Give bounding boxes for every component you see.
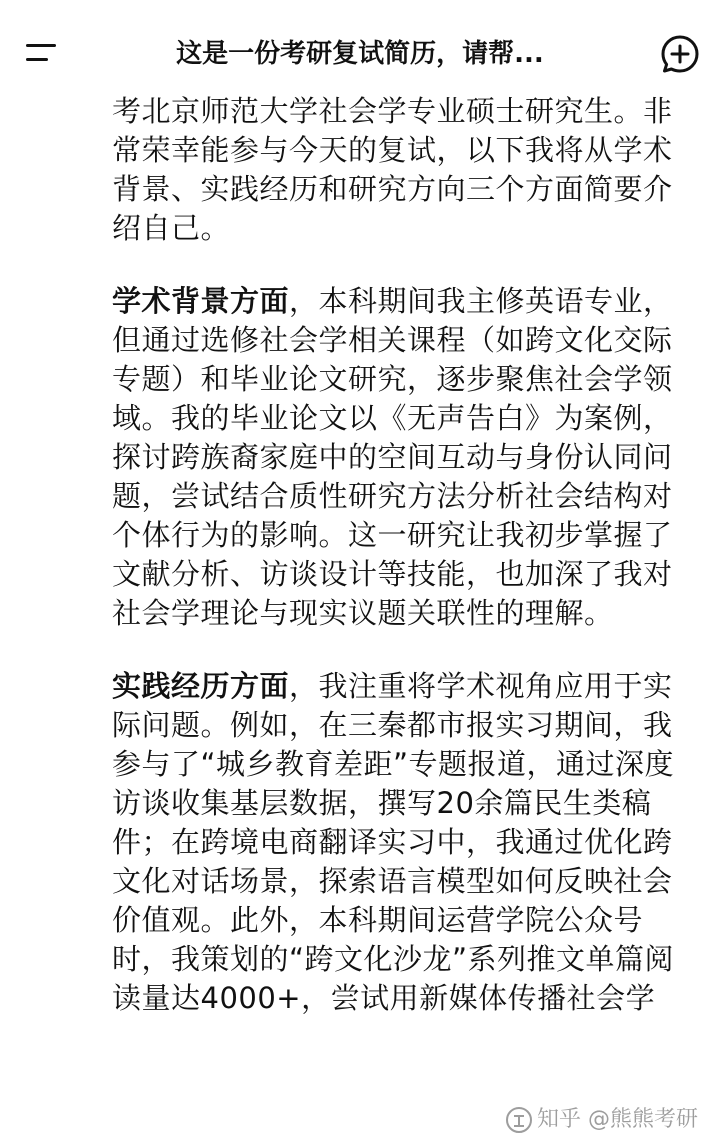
menu-icon[interactable] — [26, 38, 60, 68]
academic-body: ，本科期间我主修英语专业，但通过选修社会学相关课程（如跨文化交际专题）和毕业论文研究，逐步聚焦社会学领域。我的毕业论文以《无声告白》为案例，探讨跨族裔家庭中的空间互动与身份认同问题，尝试结合质性研究方法分析社会结构对个体行为的影响。这一研究让我初步掌握了文献分析、访谈设计等技能，也加深了我对社会学理论与现实议题关联性的理解。 — [112, 284, 673, 630]
new-chat-icon[interactable] — [660, 34, 700, 74]
menu-line — [26, 44, 56, 47]
practice-body: ，我注重将学术视角应用于实际问题。例如，在三秦都市报实习期间，我参与了“城乡教育差距”专题报道，通过深度访谈收集基层数据，撰写20余篇民生类稿件；在跨境电商翻译实习中，我通过优化跨文化对话场景，探索语言模型如何反映社会价值观。此外，本科期间运营学院公众号时，我策划的“跨文化沙龙”系列推文单篇阅读量达4000+，尝试用新媒体传播社会学 — [112, 669, 675, 1015]
practice-heading: 实践经历方面 — [112, 669, 290, 703]
zhihu-logo-icon — [505, 1106, 533, 1134]
academic-heading: 学术背景方面 — [112, 284, 290, 318]
practice-paragraph — [112, 667, 692, 1018]
watermark-text: 知乎 @熊熊考研 — [537, 1107, 698, 1132]
menu-line — [26, 58, 48, 61]
intro-paragraph: 考北京师范大学社会学专业硕士研究生。非常荣幸能参与今天的复试，以下我将从学术背景、实践经历和研究方向三个方面简要介绍自己。 — [112, 94, 673, 245]
message-body — [112, 92, 692, 1052]
top-bar — [0, 0, 720, 100]
watermark — [505, 1100, 698, 1140]
chat-title: 这是一份考研复试简历，请帮... — [176, 39, 544, 69]
academic-paragraph — [112, 282, 692, 633]
